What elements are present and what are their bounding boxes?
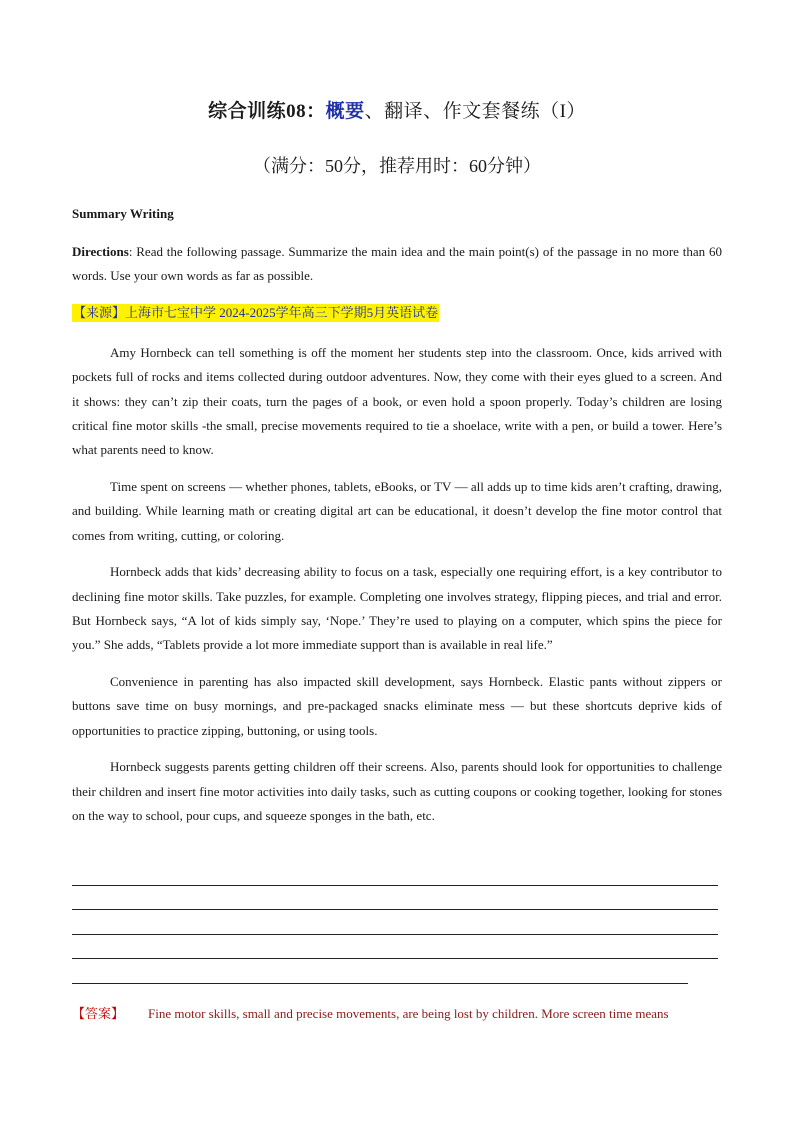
passage-paragraph-2: Time spent on screens — whether phones, tablets, eBooks, or TV — all adds up to time kids aren’t crafting, drawing, and building. While learning math or creating digital art can be educational, it doesn’t develop the fine motor control that comes from writing, cutting, or coloring. <box>72 478 722 543</box>
passage-paragraph-3: Hornbeck adds that kids’ decreasing ability to focus on a task, especially one requiring effort, is a key contributor to declining fine motor skills. Take puzzles, for example. Completing one involves strategy, flipping pieces, and trial and error. But Hornbeck says, “A lot of kids simply say, ‘Nope.’ They’re used to playing on a computer, which spins the piece for you.” She adds, “Tablets provide a lot more immediate support than is available in real life.” <box>72 564 722 653</box>
directions-label: Directions <box>72 244 129 259</box>
writing-line <box>72 886 718 910</box>
passage-paragraph-1: Amy Hornbeck can tell something is off the moment her students step into the classroom. Once, kids arrived with pockets full of rocks and items collected during outdoor adventures. Now, they come with their eyes glued to a screen. And it shows: they can’t zip their coats, turn the pages of a book, or even hold a spoon properly. Today’s children are losing critical fine motor skills -the small, precise movements required to tie a shoelace, write with a pen, or build a tower. Here’s what parents need to know. <box>72 345 722 458</box>
page-title <box>72 96 722 123</box>
answer-text: Fine motor skills, small and precise movements, are being lost by children. More screen time means <box>148 1006 669 1021</box>
writing-line <box>72 935 718 959</box>
passage <box>72 341 722 841</box>
passage-paragraph-5: Hornbeck suggests parents getting children off their screens. Also, parents should look for opportunities to challenge their children and insert fine motor activities into daily tasks, such as cutting coupons or cooking together, looking for stones on the way to school, pour cups, and squeeze sponges in the bath, etc. <box>72 759 722 824</box>
passage-paragraph-4: Convenience in parenting has also impacted skill development, says Hornbeck. Elastic pants without zippers or buttons save time on busy mornings, and pre-packaged snacks eliminate mess — but these shortcuts deprive kids of opportunities to practice zipping, buttoning, or using tools. <box>72 674 722 738</box>
title-prefix: 综合训练08： <box>208 101 326 122</box>
source-badge: 【来源】上海市七宝中学 2024-2025学年高三下学期5月英语试卷 <box>73 305 439 320</box>
answer-tag: 【答案】 <box>72 1006 125 1021</box>
directions-text: : Read the following passage. Summarize the main idea and the main point(s) of the passage in no more than 60 words. Use your own words as far as possible. <box>72 244 722 283</box>
answer-writing-lines <box>72 885 718 984</box>
directions <box>72 240 722 288</box>
writing-line <box>72 910 718 934</box>
title-highlight: 概要 <box>325 101 365 122</box>
title-rest: 、翻译、作文套餐练（I） <box>364 101 586 122</box>
writing-line <box>72 959 688 983</box>
section-heading: Summary Writing <box>72 206 174 221</box>
answer-block <box>72 1005 732 1023</box>
page-subtitle: （满分：50分，推荐用时：60分钟） <box>253 156 541 176</box>
